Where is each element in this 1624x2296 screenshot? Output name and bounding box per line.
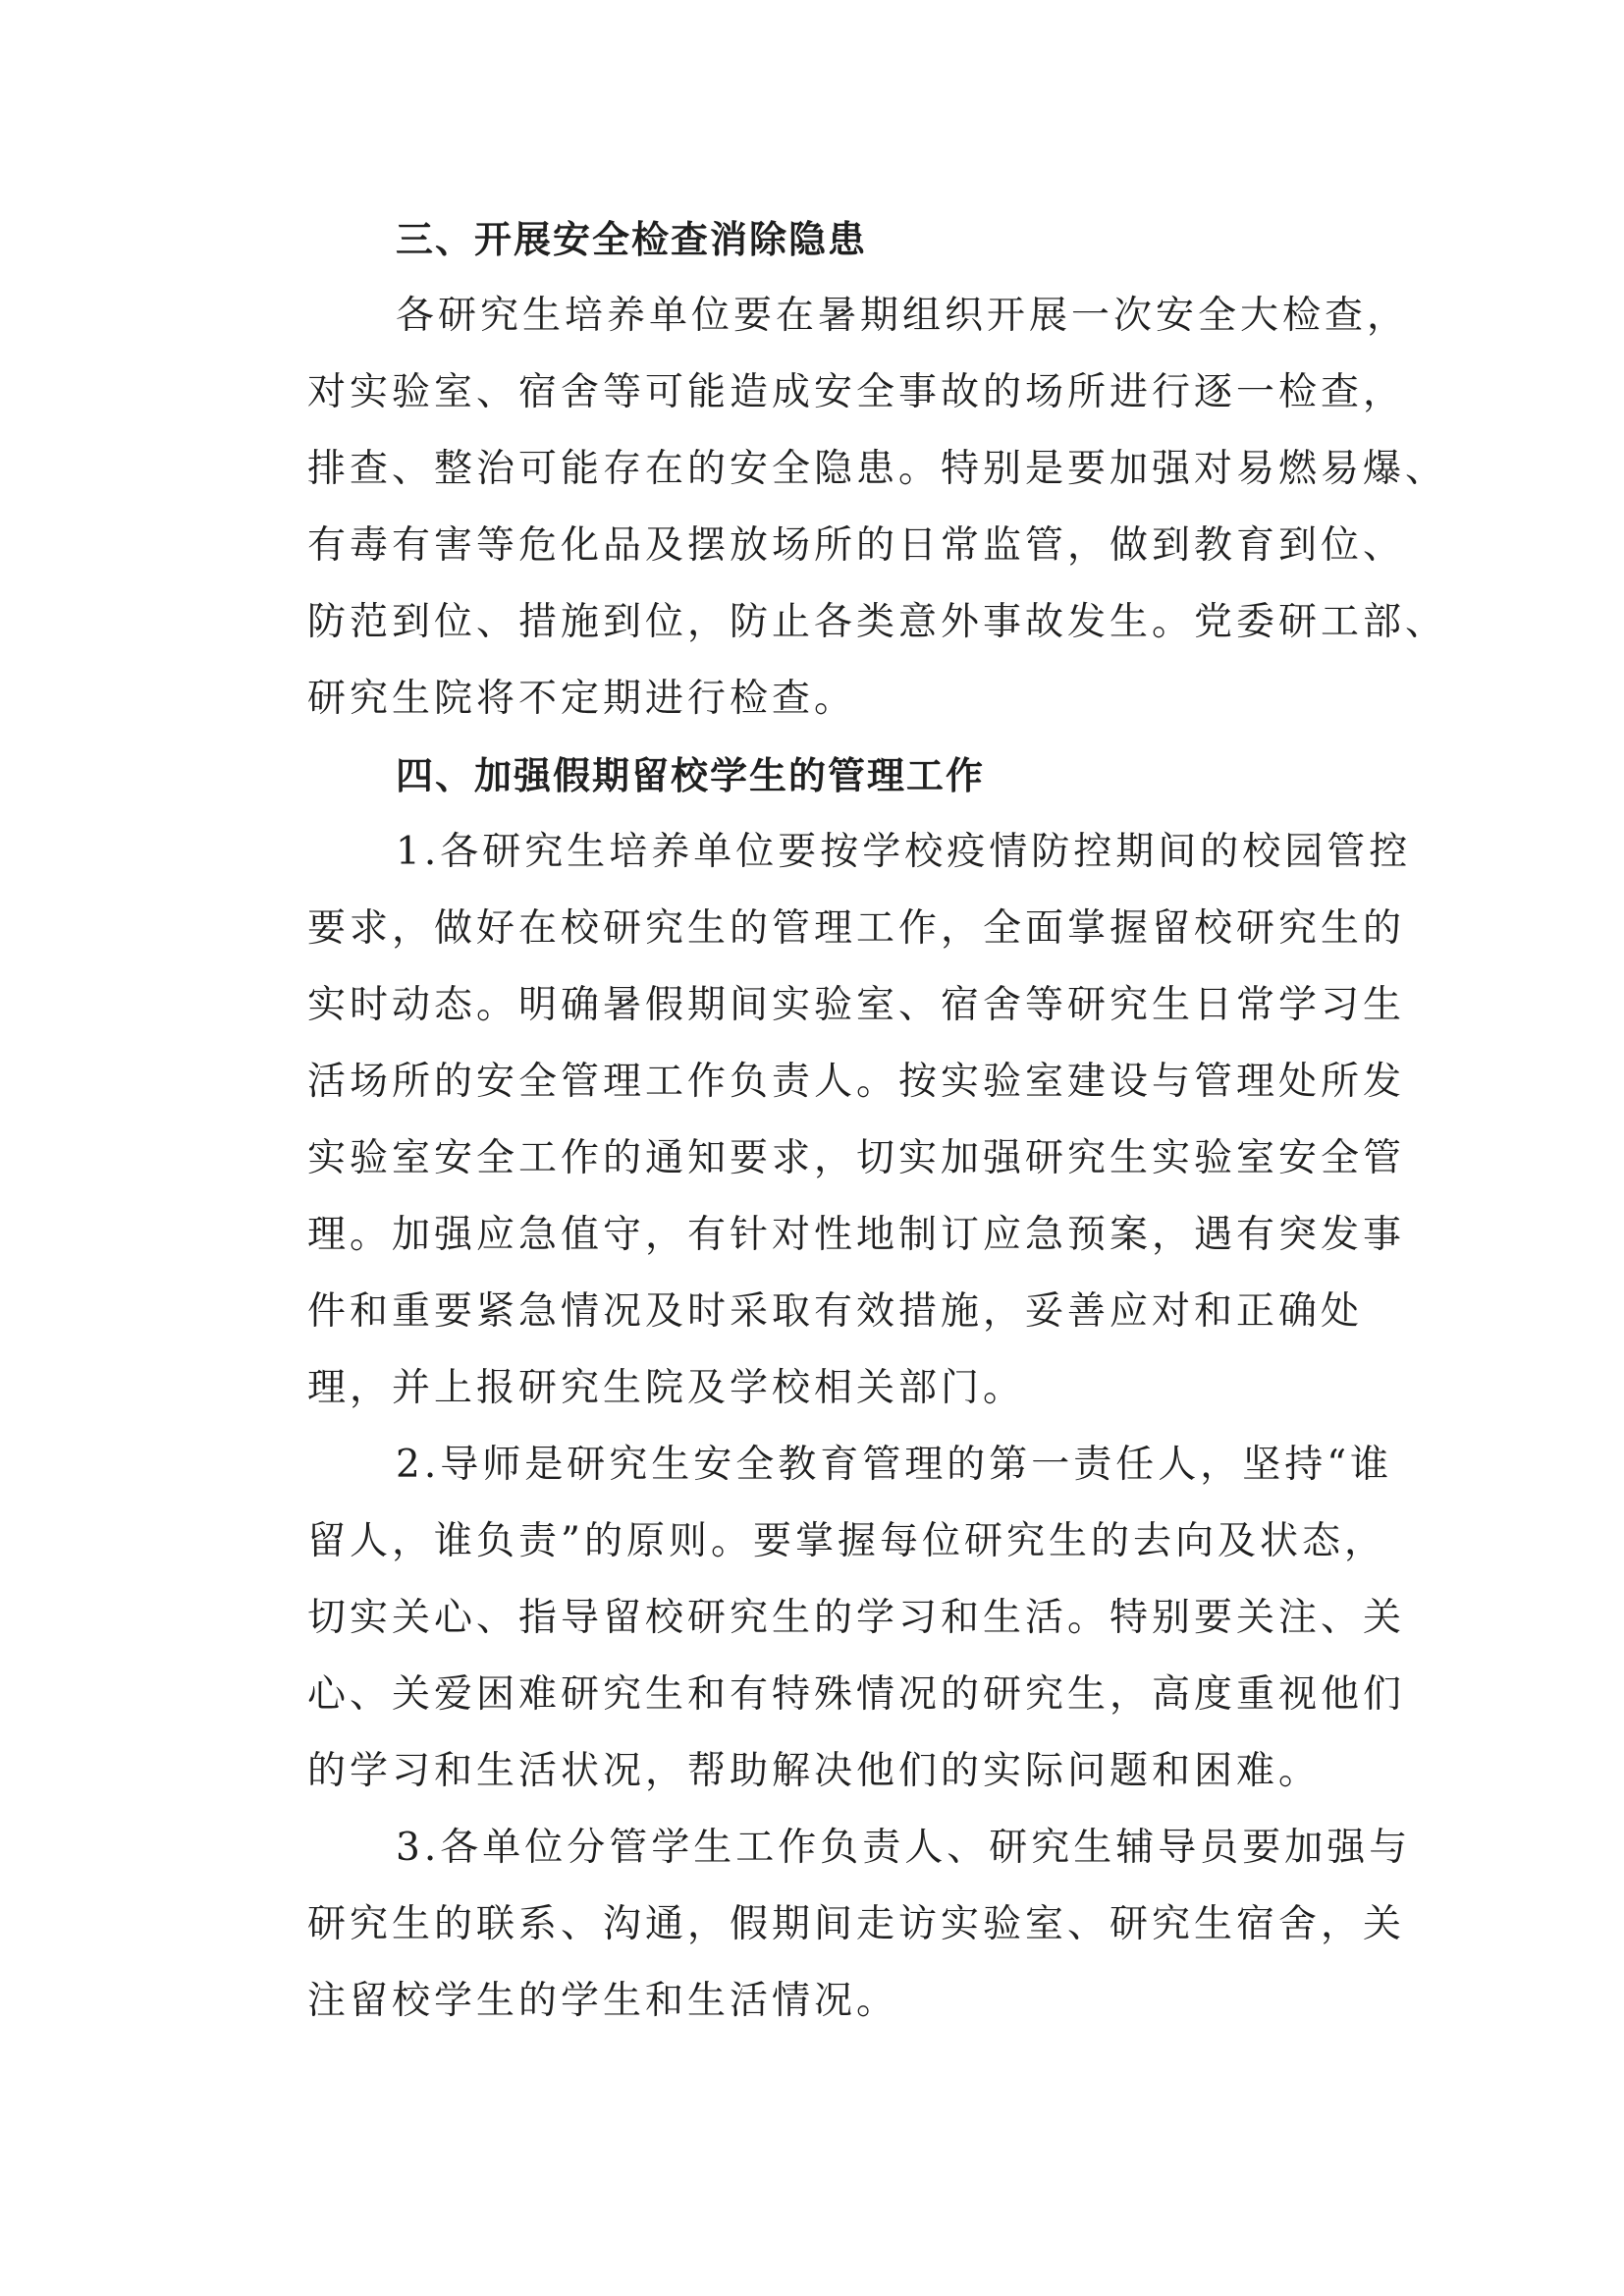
item-1-line: 1.各研究生培养单位要按学校疫情防控期间的校园管控 xyxy=(396,830,1412,874)
section-4-heading: 四、加强假期留校学生的管理工作 xyxy=(396,753,986,797)
item-1-line: 实时动态。明确暑假期间实验室、宿舍等研究生日常学习生 xyxy=(307,983,1406,1027)
item-2-line: 心、关爱困难研究生和有特殊情况的研究生，高度重视他们 xyxy=(307,1672,1406,1717)
item-3-line: 注留校学生的学生和生活情况。 xyxy=(307,1979,899,2023)
item-3-line: 3.各单位分管学生工作负责人、研究生辅导员要加强与 xyxy=(396,1826,1412,1870)
section-3-line: 对实验室、宿舍等可能造成安全事故的场所进行逐一检查， xyxy=(307,370,1406,414)
item-2-line: 切实关心、指导留校研究生的学习和生活。特别要关注、关 xyxy=(307,1596,1406,1640)
item-1-line: 件和重要紧急情况及时采取有效措施，妥善应对和正确处 xyxy=(307,1289,1364,1334)
item-1-line: 理。加强应急值守，有针对性地制订应急预案，遇有突发事 xyxy=(307,1213,1406,1257)
item-2-line: 的学习和生活状况，帮助解决他们的实际问题和困难。 xyxy=(307,1749,1322,1793)
item-1-line: 理，并上报研究生院及学校相关部门。 xyxy=(307,1366,1026,1410)
item-1-line: 要求，做好在校研究生的管理工作，全面掌握留校研究生的 xyxy=(307,906,1406,951)
section-3-line: 防范到位、措施到位，防止各类意外事故发生。党委研工部、 xyxy=(307,600,1448,644)
section-3-heading: 三、开展安全检查消除隐患 xyxy=(396,217,868,261)
section-3-line: 排查、整治可能存在的安全隐患。特别是要加强对易燃易爆、 xyxy=(307,447,1448,491)
item-1-line: 实验室安全工作的通知要求，切实加强研究生实验室安全管 xyxy=(307,1136,1406,1180)
document-body xyxy=(307,201,1456,2040)
section-3-line: 各研究生培养单位要在暑期组织开展一次安全大检查， xyxy=(396,294,1410,338)
section-3-line: 研究生院将不定期进行检查。 xyxy=(307,677,857,721)
section-3-line: 有毒有害等危化品及摆放场所的日常监管，做到教育到位、 xyxy=(307,523,1406,568)
item-3-line: 研究生的联系、沟通，假期间走访实验室、研究生宿舍，关 xyxy=(307,1902,1406,1946)
item-2-line: 留人，谁负责”的原则。要掌握每位研究生的去向及状态， xyxy=(307,1519,1386,1563)
item-1-line: 活场所的安全管理工作负责人。按实验室建设与管理处所发 xyxy=(307,1060,1406,1104)
item-2-line: 2.导师是研究生安全教育管理的第一责任人，坚持“谁 xyxy=(396,1443,1393,1487)
